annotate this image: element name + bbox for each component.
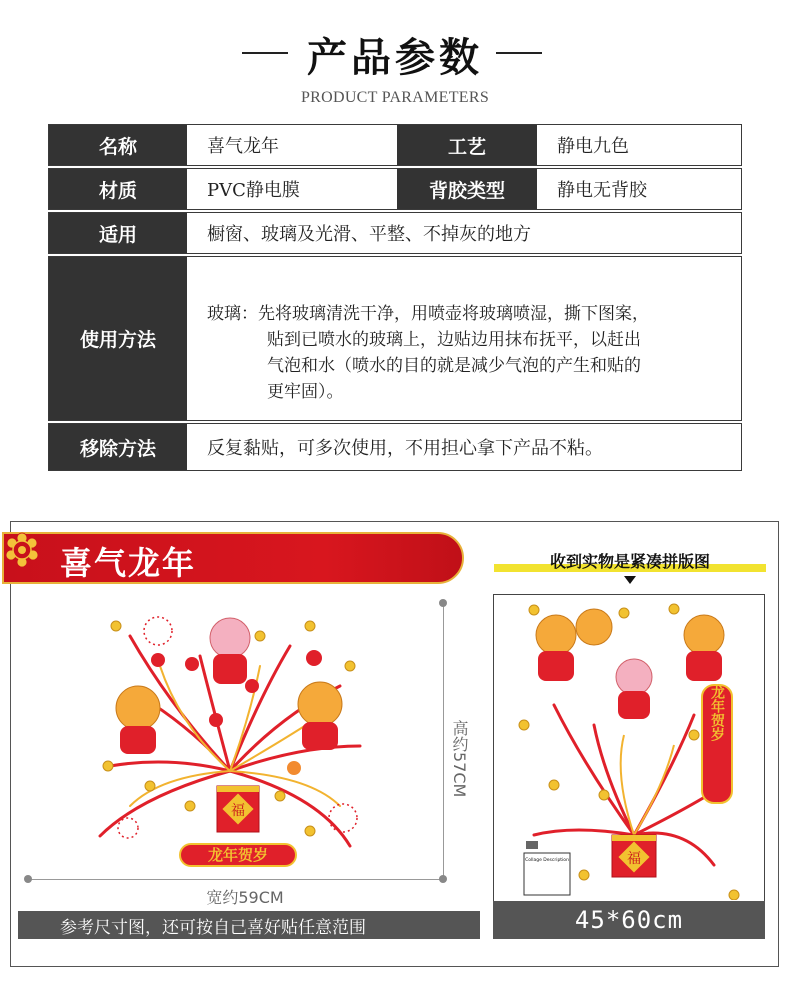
usage-line-2: 贴到已喷水的玻璃上，边贴边用抹布抚平，以赶出 (267, 330, 641, 350)
backing-label: 背胶类型 (397, 169, 537, 209)
banner-title: 喜气龙年 (60, 544, 197, 582)
param-row-remove (48, 423, 742, 471)
scroll-text-right: 龙年贺岁 (709, 685, 725, 741)
backing-value: 静电无背胶 (557, 180, 647, 201)
receive-label: 收到实物是紧凑拼版图 (549, 552, 710, 571)
fu-char-left: 福 (231, 803, 245, 819)
material-value: PVC静电膜 (207, 180, 300, 201)
craft-label: 工艺 (397, 125, 537, 165)
apply-value: 橱窗、玻璃及光滑、平整、不掉灰的地方 (207, 224, 531, 245)
title-banner (2, 532, 464, 584)
usage-line-4: 更牢固）。 (267, 382, 344, 402)
size-label: 45*60cm (493, 901, 765, 939)
remove-value: 反复黏贴，可多次使用，不用担心拿下产品不粘。 (207, 438, 603, 459)
width-label: 宽约59CM (206, 888, 284, 907)
usage-label: 使用方法 (49, 257, 187, 420)
fu-char-right: 福 (627, 851, 641, 867)
usage-line-3: 气泡和水（喷水的目的就是减少气泡的产生和贴的 (267, 356, 641, 376)
height-dimension-line (443, 603, 444, 879)
scroll-text-left: 龙年贺岁 (207, 846, 269, 864)
page-title: 产品参数 (307, 34, 483, 81)
height-label: 高约57CM (450, 720, 469, 798)
page-subtitle: PRODUCT PARAMETERS (300, 89, 490, 106)
param-row-material-backing (48, 168, 742, 210)
apply-label: 适用 (49, 213, 187, 253)
sheet-illustration (494, 595, 764, 900)
param-row-apply (48, 212, 742, 254)
sticker-illustration (20, 596, 478, 906)
flower-emblem-icon (4, 532, 40, 568)
sheet-caption: Collage Description (525, 858, 569, 863)
name-label: 名称 (49, 125, 187, 165)
dim-dot-right (439, 875, 447, 883)
material-label: 材质 (49, 169, 187, 209)
dragon-top (210, 618, 250, 684)
craft-value: 静电九色 (557, 136, 629, 157)
sheet-preview (493, 594, 765, 934)
usage-prefix: 玻璃： (207, 304, 258, 324)
usage-value (187, 257, 740, 420)
param-row-name-craft (48, 124, 742, 166)
reference-caption: 参考尺寸图，还可按自己喜好贴任意范围 (18, 911, 480, 939)
param-row-usage (48, 256, 742, 421)
dim-dot-top (439, 599, 447, 607)
remove-label: 移除方法 (49, 424, 187, 470)
down-arrow-icon (624, 576, 636, 584)
name-value: 喜气龙年 (207, 136, 279, 157)
dim-dot-left (24, 875, 32, 883)
header (0, 26, 790, 83)
usage-line-1: 先将玻璃清洗干净，用喷壶将玻璃喷湿，撕下图案， (258, 304, 649, 324)
width-dimension-line (28, 879, 444, 880)
